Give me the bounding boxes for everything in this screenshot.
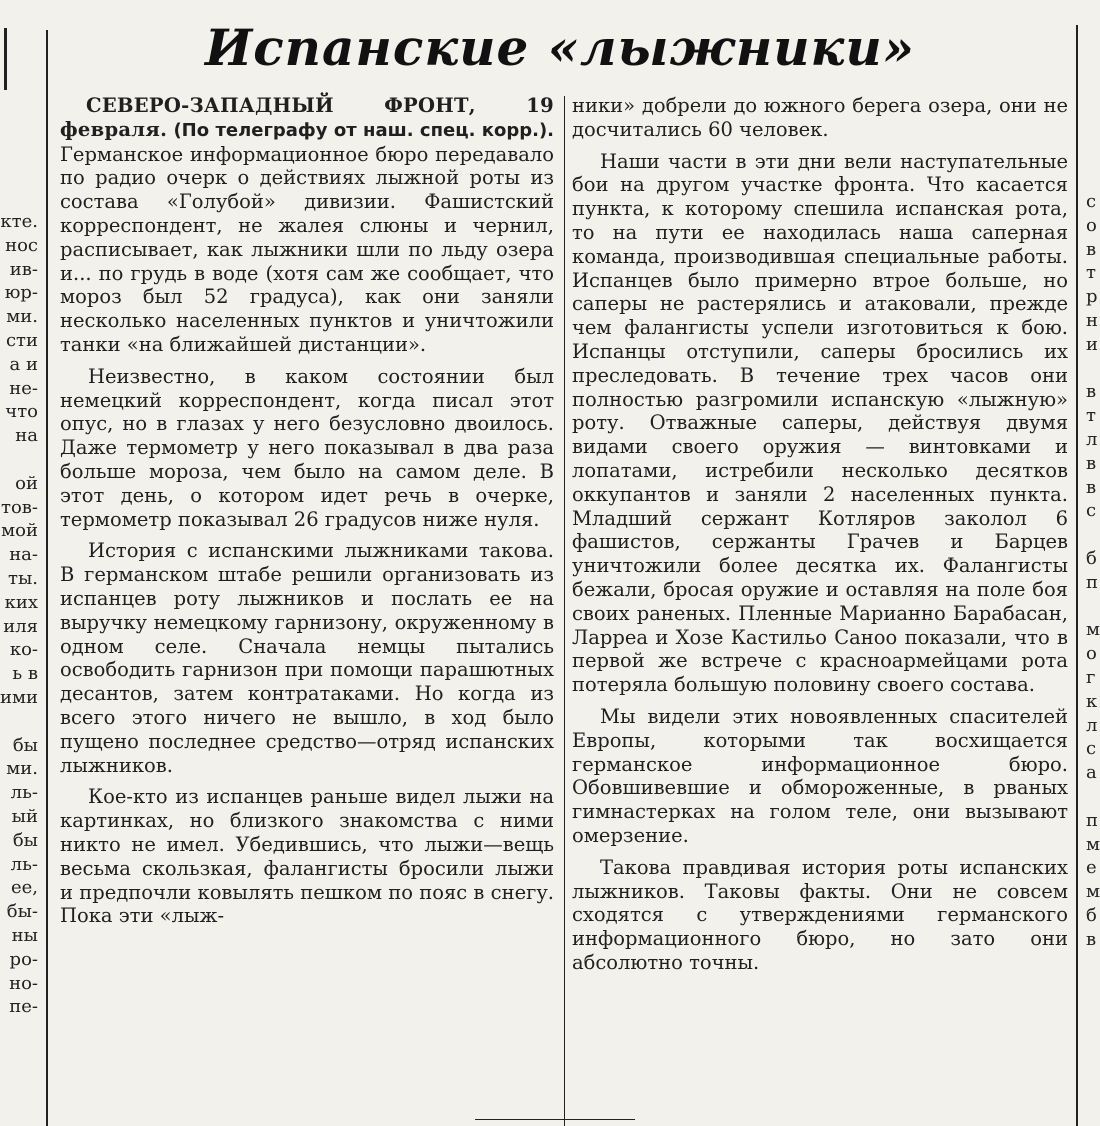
- paragraph: Неизвестно, в каком состоянии был немецкий корреспондент, когда писал этот опус, но в глазах у него безусловно двоилось. Даже термометр у него показывал в два раза больше мороза, чем было на самом деле. В этот день, о котором идет речь в очерке, термометр показывал 26 градусов ниже нуля.: [60, 364, 554, 531]
- center-column-rule: [564, 96, 565, 1126]
- right-column: [572, 94, 1068, 983]
- top-left-mark: [4, 28, 7, 90]
- paragraph-text: Германское информационное бюро передавало по радио очерк о действиях лыжной роты из состава «Голубой» дивизии. Фашистский корреспондент, не жалея слюны и чернил, расписывает, как лыжники шли по льду озера и... по грудь в воде (хотя сам же сообщает, что мороз был 52 градуса), как они заняли несколько населенных пунктов и уничтожили танки «на ближайшей дистанции».: [60, 142, 554, 356]
- left-column-rule: [46, 30, 48, 1126]
- headline: Испанские «лыжники»: [205, 18, 915, 77]
- dateline: СЕВЕРО-ЗАПАДНЫЙ ФРОНТ, 19 февраля.: [60, 94, 554, 141]
- right-column-rule: [1076, 25, 1078, 1126]
- paragraph: [60, 94, 554, 357]
- left-neighbor-fragments: кте. нос ив- юр- ми. сти а и не- что на ой тов- мой на- ты. ких иля ко- ь в ими бы ми. ль- ый бы ль- ее, бы- ны ро- но- пе-: [0, 211, 38, 1018]
- correspondent-credit: (По телеграфу от наш. спец. корр.).: [173, 119, 555, 141]
- paragraph: Мы видели этих новоявленных спасителей Европы, которыми так восхищается германское информационное бюро. Обовшивевшие и обмороженные, в рваных гимнастерках на голом теле, они вызывают омерзение.: [572, 704, 1068, 847]
- paragraph-continuation: ники» добрели до южного берега озера, они не досчитались 60 человек.: [572, 94, 1068, 141]
- paragraph: Наши части в эти дни вели наступательные бои на другом участке фронта. Что касается пункта, к которому спешила испанская рота, то на пути ее находилась наша саперная команда, производившая специальные работы. Испанцев было примерно втрое больше, но саперы не растерялись и атаковали, прежде чем фалангисты успели изготовиться к бою. Испанцы отступили, саперы бросились их преследовать. В течение трех часов они полностью разгромили испанскую «лыжную» роту. Отважные саперы, действуя двумя видами своего оружия — винтовками и лопатами, истребили несколько десятков оккупантов и заняли 2 населенных пункта. Младший сержант Котляров заколол 6 фашистов, сержанты Грачев и Барцев уничтожили более десятка их. Фалангисты бежали, бросая оружие и оставляя на поле боя своих раненых. Пленные Марианно Барабасан, Ларреа и Хозе Кастильо Саноо показали, что в первой же встрече с красноармейцами рота потеряла большую половину своего состава.: [572, 149, 1068, 697]
- bottom-rule: [475, 1119, 635, 1120]
- paragraph: Такова правдивая история роты испанских лыжников. Таковы факты. Они не совсем сходятся с утверждениями германского информационного бюро, но зато они абсолютно точны.: [572, 855, 1068, 974]
- paragraph: Кое-кто из испанцев раньше видел лыжи на картинках, но близкого знакомства с ними никто не имел. Убедившись, что лыжи—вещь весьма скользкая, фалангисты бросили лыжи и предпочли ковылять пешком по пояс в снегу. Пока эти «лыж-: [60, 785, 554, 928]
- paragraph: История с испанскими лыжниками такова. В германском штабе решили организовать из испанцев роту лыжников и послать ее на выручку немецкому гарнизону, окруженному в одном селе. Сначала немцы пытались освободить гарнизон при помощи парашютных десантов, затем контратаками. Но когда из всего этого ничего не вышло, в ход было пущено последнее средство—отряд испанских лыжников.: [60, 539, 554, 777]
- left-column: [60, 94, 554, 936]
- right-neighbor-fragments: с о в т р н и в т л в в с б п м о г к л с а п м е м б в: [1086, 191, 1100, 950]
